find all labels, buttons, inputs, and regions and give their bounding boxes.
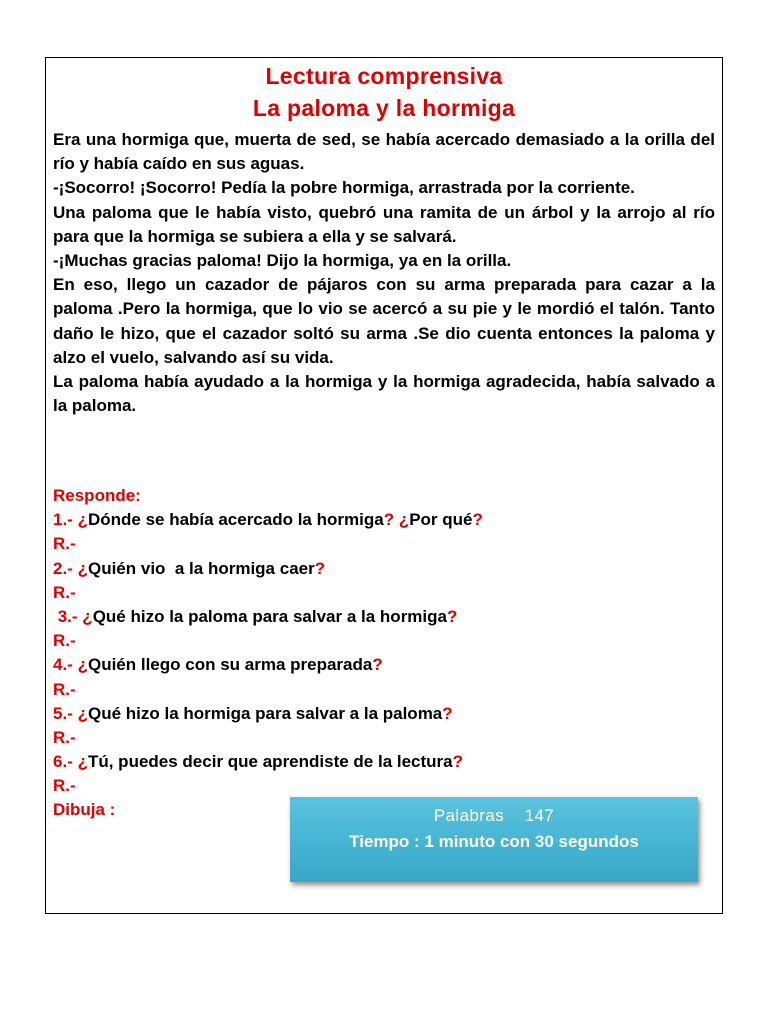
story-paragraph: Una paloma que le había visto, quebró una ramita de un árbol y la arrojo al río para que la hormiga se subiera a ella y se salvará. (53, 202, 715, 246)
question-open-mark: ¿ (77, 655, 88, 675)
answer-label: R.- (53, 679, 76, 699)
story-paragraph: En eso, llego un cazador de pájaros con su arma preparada para cazar a la paloma .Pero la hormiga, que lo vio se acercó a su pie y le mordió el talón. Tanto daño le hizo, que el cazador soltó su arma .Se dio cuenta entonces la paloma y alzo el vuelo, salvando así su vida. (53, 275, 715, 367)
question-text: Por qué (409, 510, 473, 530)
word-count: Palabras 147 (433, 806, 555, 825)
question-open-mark: ¿ (394, 510, 410, 530)
story-paragraph: -¡Socorro! ¡Socorro! Pedía la pobre hormiga, arrastrada por la corriente. (53, 178, 635, 198)
question-number: 2.- (53, 558, 73, 578)
question-text: Tú, puedes decir que aprendiste de la lectura (87, 752, 453, 772)
question-5 (53, 702, 715, 726)
story-paragraph: Era una hormiga que, muerta de sed, se había acercado demasiado a la orilla del río y había caído en sus aguas. (53, 130, 715, 174)
question-close-mark: ? (472, 510, 483, 530)
question-2 (53, 557, 715, 581)
question-text: Qué hizo la hormiga para salvar a la paloma (87, 703, 443, 723)
question-number: 6.- (53, 752, 73, 772)
answer-label: R.- (53, 631, 76, 651)
answer-label: R.- (53, 727, 76, 747)
question-open-mark: ¿ (77, 510, 88, 530)
question-close-mark: ? (383, 510, 395, 530)
worksheet-title: Lectura comprensiva (265, 63, 503, 89)
question-open-mark: ¿ (77, 558, 88, 578)
question-text: Dónde se había acercado la hormiga (87, 510, 384, 530)
draw-label: Dibuja : (53, 800, 116, 820)
story-title: La paloma y la hormiga (252, 95, 516, 121)
question-1 (53, 508, 715, 532)
question-open-mark: ¿ (82, 606, 93, 626)
question-number: 5.- (53, 703, 73, 723)
question-open-mark: ¿ (77, 752, 88, 772)
answer-label: R.- (53, 776, 76, 796)
question-text: Quién llego con su arma preparada (87, 655, 373, 675)
question-close-mark: ? (452, 752, 464, 772)
question-text: Quién vio a la hormiga caer (87, 558, 315, 578)
question-3 (53, 605, 715, 629)
question-6 (53, 750, 715, 774)
question-close-mark: ? (372, 655, 383, 675)
answer-label: R.- (53, 582, 76, 602)
question-close-mark: ? (442, 703, 453, 723)
story-paragraph: La paloma había ayudado a la hormiga y la hormiga agradecida, había salvado a la paloma. (53, 372, 715, 416)
worksheet-frame (45, 57, 723, 914)
question-open-mark: ¿ (77, 703, 88, 723)
question-text: Qué hizo la paloma para salvar a la hormiga (92, 606, 447, 626)
question-close-mark: ? (314, 558, 326, 578)
question-number: 3.- (53, 606, 78, 626)
question-number: 4.- (53, 655, 73, 675)
questions-heading: Responde: (53, 486, 141, 505)
question-4 (53, 653, 715, 677)
questions-section (53, 484, 715, 823)
story-body (53, 128, 715, 418)
answer-label: R.- (53, 534, 76, 554)
question-number: 1.- (53, 510, 73, 530)
question-close-mark: ? (446, 606, 458, 626)
story-paragraph: -¡Muchas gracias paloma! Dijo la hormiga, ya en la orilla. (53, 251, 512, 271)
reading-info-box (290, 797, 698, 882)
reading-time: Tiempo : 1 minuto con 30 segundos (349, 832, 639, 851)
